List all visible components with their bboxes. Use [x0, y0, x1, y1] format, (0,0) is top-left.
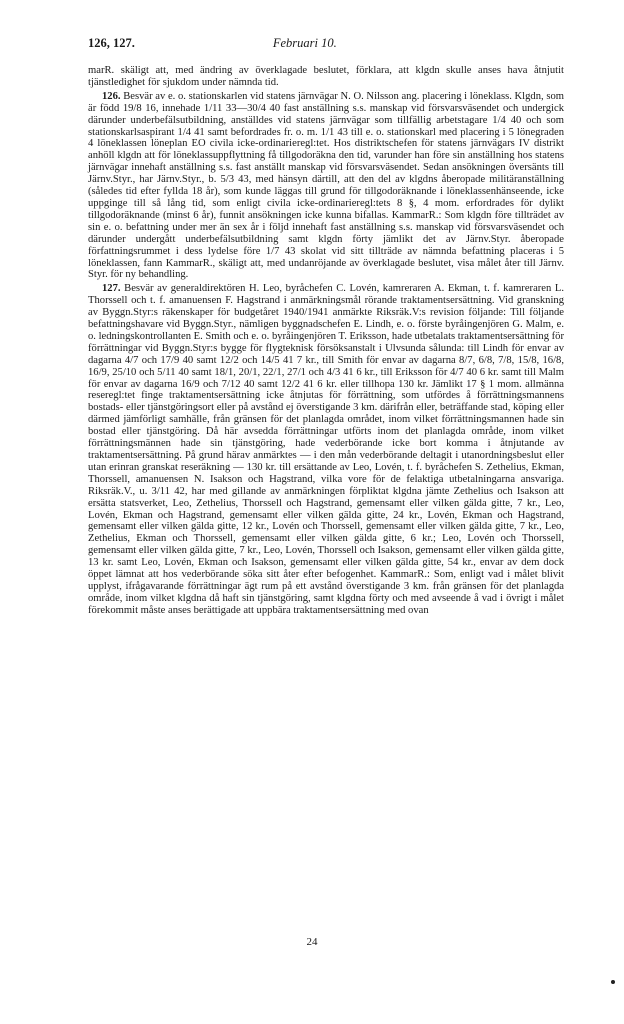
paragraph-case-126 — [88, 91, 564, 282]
paragraph-continuation — [88, 65, 564, 89]
paragraph-case-127 — [88, 283, 564, 616]
header-case-numbers: 126, 127. — [88, 36, 135, 50]
paragraph-text: Besvär av e. o. stationskarlen vid statens järnvägar N. O. Nilsson ang. placering i löneklass. Klgdn, som är född 19/8 16, innehade 1/11 33—30/4 40 fast anställning s.s. manskap vid försvarsväsendet och undergick därunder underbefälsutbildning, anställdes vid statens järnvägar som tillfällig arbetstagare 1/4 40 och som stationskarlsaspirant 1/4 41 samt befordrades fr. o. m. 1/1 43 till e. o. stationskarl med placering i 5 lönegraden 4 löneklassen löneplan EO civila icke-ordinarieregl:tet. Hos distriktschefen för statens järnvägars IV distrikt anhöll klgdn att för löneklassuppflyttning få tillgodoräkna den tid, varunder han före sin anställning hos statens järnvägar innehaft anställning s.s. fast anställt manskap vid försvarsväsendet. Sedan ansökningen översänts till Järnv.Styr., har Järnv.Styr., b. 5/3 43, med hänsyn därtill, att den del av klgdns åberopade militäranställning (således tid efter fyllda 18 år), som kunde läggas till grund för tillgodoräknande i löneklassenhänseende, icke uppginge till så lång tid, som enligt civila icke-ordinarieregl:tets 8 §, 4 mom. erfordrades för dylikt tillgodoräknande (minst 6 år), funnit ansökningen icke kunna bifallas. KammarR.: Som klgdn före tillträdet av sin e. o. befattning under mer än sex år i följd innehaft fast anställning s.s. manskap vid försvarsväsendet och därunder undergått underbefälsutbildning samt klgdn förty jämlikt det av Järnv.Styr. åberopade författningsrummet i dess lydelse före 1/7 43 skolat vid sitt tillträde av nämnda befattning placeras i 5 löneklassen, fann KammarR., skäligt att, med undanröjande av överklagade beslutet, visa målet åter till Järnv. Styr. för ny behandling. — [88, 90, 564, 281]
document-page — [88, 38, 564, 617]
running-header — [88, 38, 564, 52]
paragraph-text: marR. skäligt att, med ändring av överklagade beslutet, förklara, att klgdn skulle anses hava åtnjutit tjänstledighet för sjukdom under nämnda tid. — [88, 65, 564, 88]
case-number: 126. — [102, 90, 121, 102]
page-number: 24 — [306, 936, 318, 948]
scan-speck — [611, 980, 615, 984]
case-number: 127. — [102, 283, 121, 295]
header-date: Februari 10. — [272, 36, 337, 50]
paragraph-text: Besvär av generaldirektören H. Leo, byråchefen C. Lovén, kamreraren A. Ekman, t. f. kamreraren L. Thorssell och t. f. amanuensen F. Hagstrand i anmärkningsmål rörande traktamentsersättning. Vid granskning av Byggn.Styr:s räkenskaper för budgetåret 1940/1941 anmärkte Riksräk.V:s revision följande: Till följande befattningshavare vid Byggn.Styr., nämligen byggnadschefen E. Lindh, e. o. förste byråingenjören G. Malm, e. o. ledningskontrollanten E. Smith och e. o. byråingenjören T. Eriksson, hade utbetalats traktamentsersättning för förrättningar vid Byggn.Styr:s bygge för flygteknisk försöksanstalt i Ulvsunda sålunda: till Lindh för envar av dagarna 4/7 och 17/9 40 samt 12/2 och 14/5 41 7 kr., till Smith för envar av dagarna 8/7, 6/8, 7/8, 15/8, 16/8, 16/9, 25/10 och 5/11 40 samt 18/1, 20/1, 22/1, 27/1 och 4/3 41 6 kr., till Eriksson för 4/7 40 6 kr. samt till Malm för envar av dagarna 16/9 och 7/12 40 samt 12/2 41 6 kr. eller tillhopa 130 kr. Jämlikt 17 § 1 mom. allmänna reseregl:tet finge traktamentsersättning icke åtnjutas för förrättning, som utfördes å förrättningsmannens bostads- eller tjänstgöringsort eller på avstånd ej överstigande 3 km. därifrån eller, beträffande stad, köping eller därmed jämförligt samhälle, från gränsen för det planlagda området, inom vilket förrättningsmannen hade sin bostad eller tjänstgöring. Då här avsedda förrättningar utförts inom det planlagda område, inom vilket förrättningsmännen hade sin tjänstgöring, hade vederbörande icke bort komma i åtnjutande av traktamentsersättning. På grund härav anmärktes — i den mån vederbörande deltagit i utanordningsbeslut eller utan erinran granskat reseräkning — 130 kr. till ersättande av Leo, Lovén, t. f. byråchefen S. Zethelius, Ekman, Thorssell, amanuensen N. Isakson och Hagstrand, vilka vore för de felaktiga utbetalningarna ansvariga. Riksräk.V., u. 3/11 42, har med gillande av anmärkningen förpliktat klgdna jämte Zethelius och Isakson att ersätta statsverket, Leo, Zethelius, Thorssell och Hagstrand, gemensamt eller vilken gälda gitte, 7 kr., Leo, Lovén, Ekman och Hagstrand, gemensamt eller vilken gälda gitte, 24 kr., Lovén, Ekman och Hagstrand, gemensamt eller vilken gälda gitte, 12 kr., Lovén och Thorssell, gemensamt eller vilken gälda gitte, 7 kr., Leo, Zethelius, Ekman och Thorssell, gemensamt eller vilken gälda gitte, 6 kr.; Leo, Lovén och Thorssell, gemensamt eller vilken gälda gitte, 7 kr., Leo, Lovén, Thorssell och Isakson, gemensamt eller vilken gälda gitte, 13 kr. samt Leo, Lovén, Ekman och Isakson, gemensamt eller vilken gälda gitte, 54 kr., envar av dem dock öppet lämnat att hos vederbörande söka sitt åter efter befogenhet. KammarR.: Som, enligt vad i målet blivit upplyst, ifrågavarande förrättningar ägt rum på ett avstånd överstigande 3 km. från gränsen för det planlagda område, inom vilket klgdna då haft sin tjänstgöring, samt klgdna förty och med avseende å vad i övrigt i målet förekommit måste anses berättigade att uppbära traktamentsersättning med ovan — [88, 283, 564, 616]
